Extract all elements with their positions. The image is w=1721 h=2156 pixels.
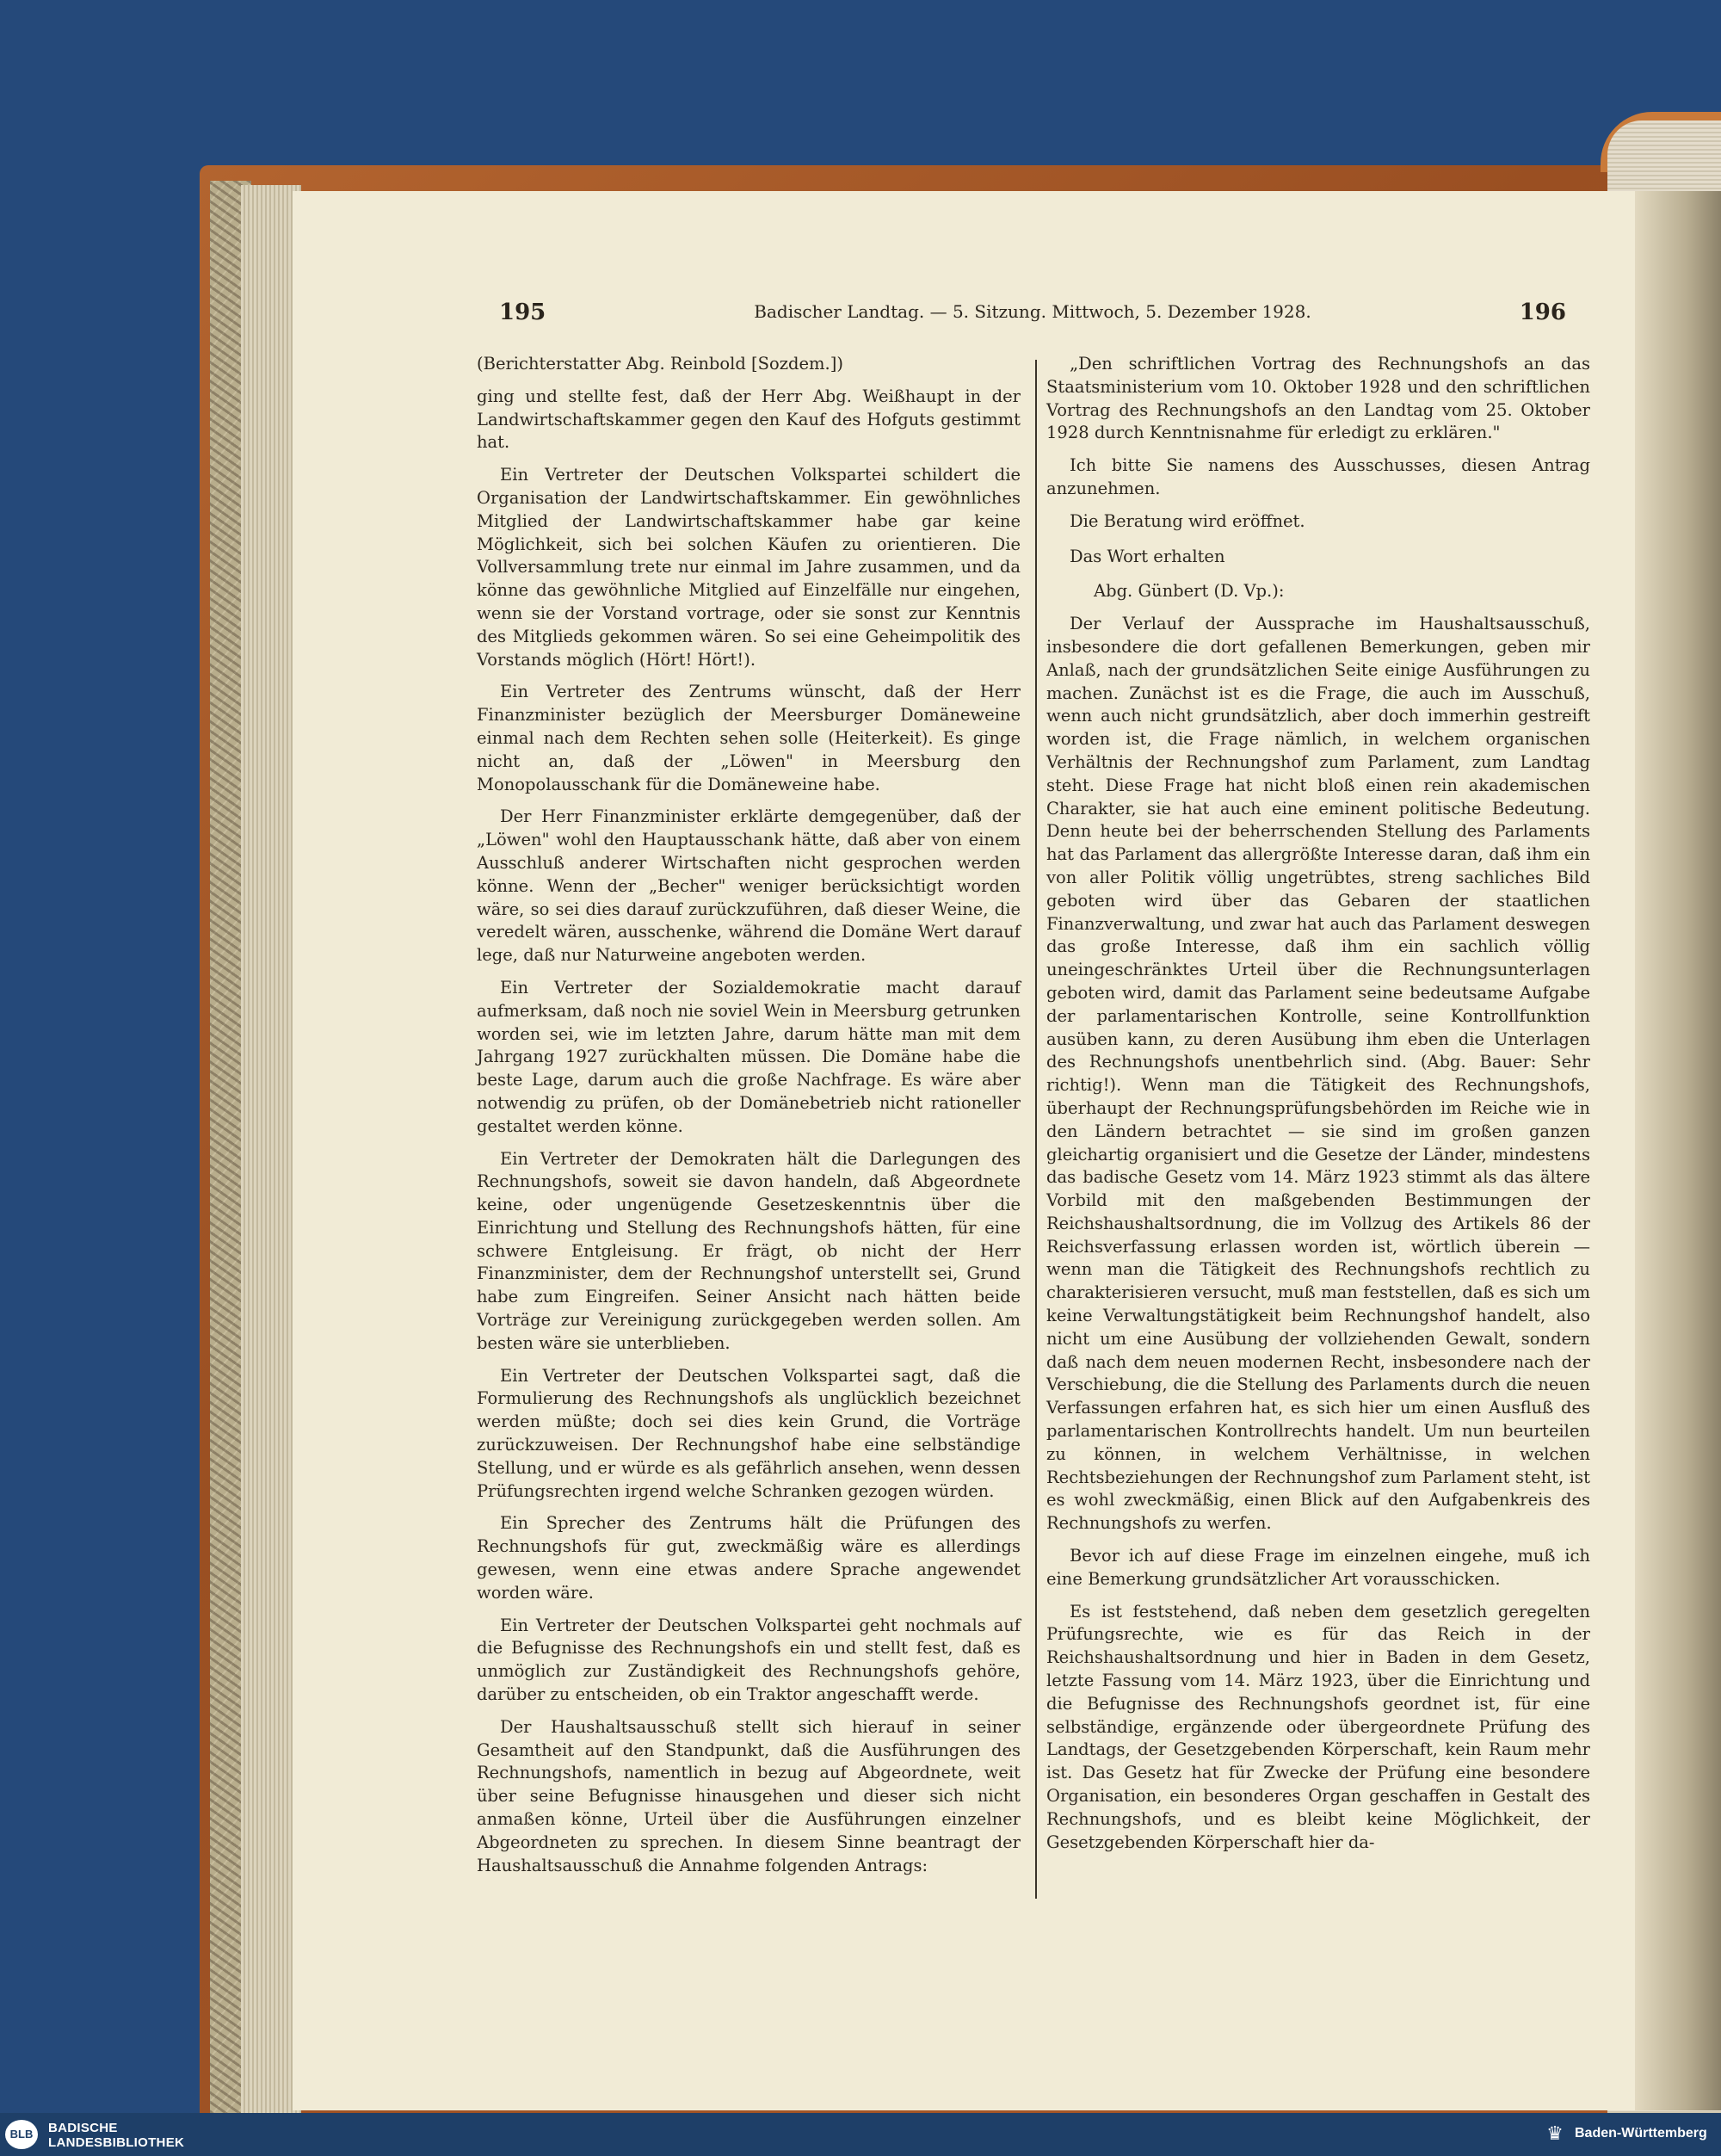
blb-logo[interactable]: BLB <box>5 2120 38 2149</box>
gutter-shadow <box>1635 191 1721 2110</box>
paragraph: Ein Vertreter der Deutschen Volkspartei geht nochmals auf die Befugnisse des Rechnungshofs ein und stellt fest, daß es unmöglich zur Zuständigkeit des Rechnungshofs gehöre, darüber zu entscheiden, ob ein Traktor angeschafft werde. <box>477 1615 1021 1705</box>
motion-quote: „Den schriftlichen Vortrag des Rechnungshofs an das Staatsministerium vom 10. Oktober 1928 und den schriftlichen Vortrag des Rechnungshofs an den Landtag vom 25. Oktober 1928 durch Kenntnisnahme für erledigt zu erklären." <box>1046 354 1590 443</box>
right-column <box>1046 353 1590 1863</box>
paragraph: Ein Vertreter der Demokraten hält die Darlegungen des Rechnungshofs, soweit sie davon handeln, daß Abgeordnete keine, oder ungenügende Gesetzeskenntnis über die Einrichtung und Stellung des Rechnungshofs hätten, für eine schwere Entgleisung. Er frägt, ob nicht der Herr Finanzminister, dem der Rechnungshof unterstellt sei, Grund habe zum Eingreifen. Seiner Ansicht nach hätten beide Vorträge zur Vereinigung zurückgegeben werden sollen. Am besten wäre sie unterblieben. <box>477 1148 1021 1353</box>
running-head <box>499 300 1566 334</box>
paragraph: Ein Vertreter der Deutschen Volkspartei sagt, daß die Formulierung des Rechnungshofs als unglücklich bezeichnet werden müßte; doch sei dies kein Grund, die Vorträge zurückzuweisen. Der Rechnungshof habe eine selbständige Stellung, und er würde es als gefährlich ansehen, wenn dessen Prüfungsrechten irgend welche Schranken gezogen würden. <box>477 1365 1021 1501</box>
paragraph: Der Verlauf der Aussprache im Haushaltsausschuß, insbesondere die dort gefallenen Bemerkungen, geben mir Anlaß, nach der grundsätzlichen Seite einige Ausführungen zu machen. Zunächst ist es die Frage, die auch im Ausschuß, wenn auch nicht grundsätzlich, aber doch immerhin gestreift worden ist, die Frage nämlich, in welchem organischen Verhältnis der Rechnungshof zum Parlament, zum Landtag steht. Diese Frage hat nicht bloß einen rein akademischen Charakter, sie hat auch eine eminent politische Bedeutung. Denn heute bei der beherrschenden Stellung des Parlaments hat das Parlament das allergrößte Interesse daran, daß ihm ein von aller Politik völlig ungetrübtes, streng sachliches Bild geboten wird über das Gebaren der staatlichen Finanzverwaltung, und zwar hat auch das Parlament deswegen das große Interesse, daß ihm ein sachlich völlig uneingeschränktes Urteil über die Rechnungsunterlagen geboten wird, damit das Parlament seine bedeutsame Aufgabe der parlamentarischen Kontrolle, seine Kontrollfunktion ausüben kann, zu deren Ausübung ihm eben die Unterlagen des Rechnungshofs unentbehrlich sind. (Abg. Bauer: Sehr richtig!). Wenn man die Tätigkeit des Rechnungshofs, überhaupt der Rechnungsprüfungsbehörden im Reiche wie in den Ländern betrachtet — sie sind im großen ganzen gleichartig organisiert und die Gesetze der Länder, mindestens das badische Gesetz vom 14. März 1923 stimmt als das ältere Vorbild mit den maßgebenden Bestimmungen der Reichshaushaltsordnung, die im Vollzug des Artikels 86 der Reichsverfassung erlassen worden ist, wörtlich überein — wenn man die Tätigkeit des Rechnungshofs rechtlich zu charakterisieren versucht, muß man feststellen, daß es sich um keine Verwaltungstätigkeit beim Rechnungshof handelt, also nicht um eine Ausübung der vollziehenden Gewalt, sondern daß nach dem neuen modernen Recht, insbesondere nach der Verschiebung, die die Stellung des Parlaments durch die neuen Verfassungen erfahren hat, es sich hier um einen Ausfluß des parlamentarischen Kontrollrechts handelt. Um nun beurteilen zu können, in welchem Verhältnisse, in welchen Rechtsbeziehungen der Rechnungshof zum Parlament steht, ist es wohl zweckmäßig, einen Blick auf den Aufgabenkreis des Rechnungshofs zu werfen. <box>1046 614 1590 1534</box>
paragraph: Ein Vertreter des Zentrums wünscht, daß der Herr Finanzminister bezüglich der Meersburger Domäneweine einmal nach dem Rechten sehen solle (Heiterkeit). Es ginge nicht an, daß der „Löwen" in Meersburg den Monopolausschank für die Domäneweine habe. <box>477 682 1021 794</box>
paragraph: ging und stellte fest, daß der Herr Abg. Weißhaupt in der Landwirtschaftskammer gegen den Kauf des Hofguts gestimmt hat. <box>477 386 1021 453</box>
left-column <box>477 353 1021 1887</box>
speakers-heading: Das Wort erhalten <box>1070 546 1225 566</box>
paragraph: Es ist feststehend, daß neben dem gesetzlich geregelten Prüfungsrechte, wie es für das Reich in der Reichshaushaltsordnung und hier in Baden in dem Gesetz, letzte Fassung vom 14. März 1923, über die Einrichtung und die Befugnisse des Rechnungshofs geordnet ist, für eine selbständige, ergänzende oder übergeordnete Prüfung des Landtags, der Gesetzgebenden Körperschaft, kein Raum mehr ist. Das Gesetz hat für Zwecke der Prüfung eine besondere Organisation, ein besonderes Organ geschaffen in Gestalt des Rechnungshofs, und es bleibt keine Möglichkeit, der Gesetzgebenden Körperschaft hier da- <box>1046 1601 1590 1852</box>
state-coat-of-arms-icon: ♛ <box>1546 2123 1564 2145</box>
paragraph: Der Haushaltsausschuß stellt sich hierauf in seiner Gesamtheit auf den Standpunkt, daß die Ausführungen des Rechnungshofs, namentlich in bezug auf Abgeordnete, weit über seine Befugnisse hinausgehen und dieser sich nicht anmaßen könne, Urteil über die Ausführungen einzelner Abgeordneten zu sprechen. In diesem Sinne beantragt der Haushaltsausschuß die Annahme folgenden Antrags: <box>477 1716 1021 1875</box>
library-name-line2: LANDESBIBLIOTHEK <box>48 2135 185 2150</box>
state-name[interactable]: Baden-Württemberg <box>1575 2126 1707 2141</box>
page-number-right: 196 <box>1519 300 1566 325</box>
library-name-line1: BADISCHE <box>48 2121 118 2135</box>
paragraph: Bevor ich auf diese Frage im einzelnen eingehe, muß ich eine Bemerkung grundsätzlicher Art vorausschicken. <box>1046 1546 1590 1589</box>
debate-opened: Die Beratung wird eröffnet. <box>1070 510 1305 531</box>
page-number-left: 195 <box>499 300 546 325</box>
paragraph: Ein Vertreter der Deutschen Volkspartei schildert die Organisation der Landwirtschaftskammer. Ein gewöhnliches Mitglied der Landwirtschaftskammer habe gar keine Möglichkeit, sich bei solchen Käufen zu orientieren. Die Vollversammlung trete nur einmal im Jahre zusammen, und da könne das gewöhnliche Mitglied auf Einzelfälle nur eingehen, wenn sie der Vorstand vortrage, oder sie sonst zur Kenntnis des Mitglieds gekommen wären. So sei eine Geheimpolitik des Vorstands möglich (Hört! Hört!). <box>477 465 1021 670</box>
viewer-footer <box>0 2113 1721 2156</box>
library-name[interactable] <box>48 2121 184 2150</box>
paragraph: Ich bitte Sie namens des Ausschusses, diesen Antrag anzunehmen. <box>1046 455 1590 498</box>
paragraph: Der Herr Finanzminister erklärte demgegenüber, daß der „Löwen" wohl den Hauptausschank hätte, daß aber von einem Ausschluß anderer Wirtschaften nicht gesprochen werden könne. Wenn der „Becher" weniger berücksichtigt worden wäre, so sei dies darauf zurückzuführen, daß dieser Weine, die veredelt wären, ausschenke, während die Domäne Wert darauf lege, daß nur Naturweine angeboten werden. <box>477 806 1021 966</box>
paragraph: Ein Vertreter der Sozialdemokratie macht darauf aufmerksam, daß noch nie soviel Wein in Meersburg getrunken worden sei, wie im letzten Jahre, darum hätte man mit dem Jahrgang 1927 zurückhalten müssen. Die Domäne habe die beste Lage, darum auch die große Nachfrage. Es wäre aber notwendig zu prüfen, ob der Domänebetrieb nicht rationeller gestaltet werden könne. <box>477 977 1021 1136</box>
speaker-note: (Berichterstatter Abg. Reinbold [Sozdem.]) <box>477 354 843 374</box>
paragraph: Ein Sprecher des Zentrums hält die Prüfungen des Rechnungshofs für gut, zweckmäßig wäre es allerdings gewesen, wenn eine etwas andere Sprache angewendet worden wäre. <box>477 1513 1021 1603</box>
speaker-name: Abg. Günbert (D. Vp.): <box>1094 581 1285 602</box>
column-divider <box>1035 360 1037 1899</box>
running-title: Badischer Landtag. — 5. Sitzung. Mittwoch, 5. Dezember 1928. <box>754 301 1311 322</box>
